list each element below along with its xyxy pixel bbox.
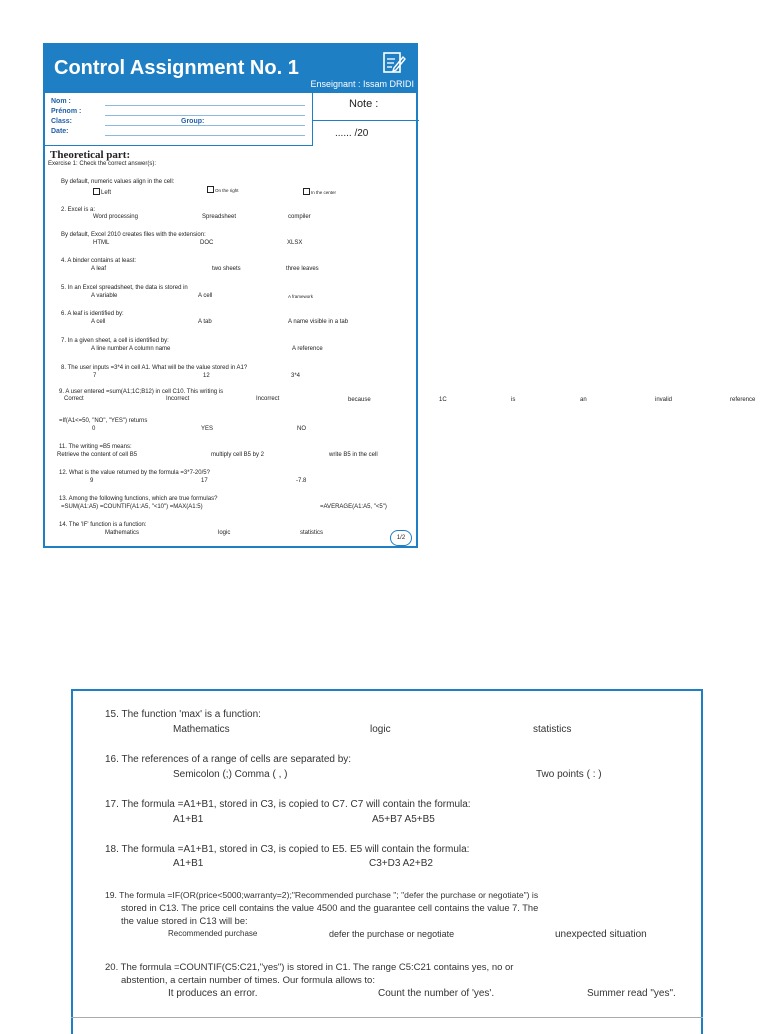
answer-3b[interactable]: DOC <box>200 240 214 246</box>
prenom-label: Prénom : <box>51 108 82 115</box>
answer-16a[interactable]: Semicolon (;) Comma ( , ) <box>173 769 288 780</box>
question-5: 5. In an Excel spreadsheet, the data is stored in <box>61 285 188 291</box>
answer-1a[interactable]: Left <box>93 188 111 196</box>
answer-8b[interactable]: 12 <box>203 373 210 379</box>
exercise-instruction: Exercise 1: Check the correct answer(s): <box>48 161 157 167</box>
question-4: 4. A binder contains at least: <box>61 258 137 264</box>
header-divider <box>45 145 312 146</box>
answer-12c[interactable]: -7.8 <box>296 478 307 484</box>
answer-2a[interactable]: Word processing <box>93 214 138 220</box>
question-19-line-3: the value stored in C13 will be: <box>121 916 248 926</box>
section-heading: Theoretical part: <box>50 149 131 161</box>
question-15: 15. The function 'max' is a function: <box>105 709 261 720</box>
answer-18b[interactable]: C3+D3 A2+B2 <box>369 858 433 869</box>
page-title: Control Assignment No. 1 <box>54 57 299 79</box>
question-9: 9. A user entered =sum(A1;1C;B12) in cell C10. This writing is <box>59 389 224 395</box>
answer-3c[interactable]: XLSX <box>287 240 303 246</box>
answer-20b[interactable]: Count the number of 'yes'. <box>378 988 495 999</box>
answer-19a[interactable]: Recommended purchase <box>168 929 258 938</box>
title-banner <box>45 45 416 93</box>
answer-9-word-invalid: invalid <box>655 397 673 403</box>
answer-11c[interactable]: write B5 in the cell <box>329 452 378 458</box>
answer-10a[interactable]: 0 <box>92 426 96 432</box>
answer-6a[interactable]: A cell <box>91 319 106 325</box>
answer-7a[interactable]: A line number A column name <box>91 346 171 352</box>
answer-14c[interactable]: statistics <box>300 530 324 536</box>
answer-17b[interactable]: A5+B7 A5+B5 <box>372 814 435 825</box>
answer-6c[interactable]: A name visible in a tab <box>288 319 349 325</box>
answer-10b[interactable]: YES <box>201 426 214 432</box>
note-divider <box>313 120 419 121</box>
question-8: 8. The user inputs =3*4 in cell A1. What will be the value stored in A1? <box>61 365 248 371</box>
answer-9b[interactable]: Incorrect <box>166 396 190 402</box>
question-12: 12. What is the value returned by the formula =3*7-20/5? <box>59 470 210 476</box>
answer-2b[interactable]: Spreadsheet <box>202 214 237 220</box>
question-19-line-2: stored in C13. The price cell contains the value 4500 and the guarantee cell contains the value 7. The <box>121 903 539 913</box>
answer-16c[interactable]: Two points ( : ) <box>536 769 602 780</box>
answer-11b[interactable]: multiply cell B5 by 2 <box>211 452 265 458</box>
answer-9-word-reference: reference <box>730 397 756 403</box>
question-14: 14. The 'IF' function is a function: <box>59 522 147 528</box>
answer-11a[interactable]: Retrieve the content of cell B5 <box>57 452 138 458</box>
answer-12b[interactable]: 17 <box>201 478 208 484</box>
answer-9c[interactable]: Incorrect <box>256 396 280 402</box>
note-label: Note : <box>349 98 379 110</box>
question-3: By default, Excel 2010 creates files with the extension: <box>61 232 206 238</box>
question-7: 7. In a given sheet, a cell is identified by: <box>61 338 169 344</box>
group-label: Group: <box>181 118 205 125</box>
answer-5a[interactable]: A variable <box>91 293 118 299</box>
answer-13a[interactable]: =SUM(A1:A5) =COUNTIF(A1:A5, "<10") =MAX(A1:5) <box>61 504 203 510</box>
question-17: 17. The formula =A1+B1, stored in C3, is copied to C7. C7 will contain the formula: <box>105 799 471 810</box>
question-10: =If(A1<=50, "NO", "YES") returns <box>59 418 148 424</box>
question-2: 2. Excel is a: <box>61 207 96 213</box>
question-20-line-1: 20. The formula =COUNTIF(C5:C21,"yes") is stored in C1. The range C5:C21 contains yes, no or <box>105 962 514 973</box>
answer-4b[interactable]: two sheets <box>212 266 241 272</box>
answer-15c[interactable]: statistics <box>533 724 572 735</box>
answer-1c[interactable]: In the center <box>303 188 336 195</box>
answer-8a[interactable]: 7 <box>93 373 97 379</box>
answer-14b[interactable]: logic <box>218 530 231 536</box>
edit-icon <box>381 50 407 74</box>
question-11: 11. The writing =B5 means: <box>59 444 132 450</box>
answer-1b[interactable]: On the right <box>207 186 239 193</box>
question-1: By default, numeric values align in the cell: <box>61 179 175 185</box>
note-score: ...... /20 <box>335 128 369 139</box>
answer-6b[interactable]: A tab <box>198 319 212 325</box>
answer-15b[interactable]: logic <box>370 724 391 735</box>
answer-17a[interactable]: A1+B1 <box>173 814 204 825</box>
checkbox-icon[interactable] <box>207 186 214 193</box>
answer-20a[interactable]: It produces an error. <box>168 988 258 999</box>
question-16: 16. The references of a range of cells are separated by: <box>105 754 352 765</box>
answer-19b[interactable]: defer the purchase or negotiate <box>329 929 455 939</box>
answer-15a[interactable]: Mathematics <box>173 724 230 735</box>
answer-9-word-is: is <box>511 397 516 403</box>
answer-2c[interactable]: compiler <box>288 214 311 220</box>
page-2-bottom-line <box>71 1017 703 1018</box>
answer-9-word-because: because <box>348 397 371 403</box>
page-number: 1/2 <box>390 530 412 546</box>
answer-8c[interactable]: 3*4 <box>291 373 301 379</box>
question-6: 6. A leaf is identified by: <box>61 311 124 317</box>
class-label: Class: <box>51 118 73 125</box>
answer-19c[interactable]: unexpected situation <box>555 929 647 940</box>
question-13: 13. Among the following functions, which are true formulas? <box>59 496 218 502</box>
checkbox-icon[interactable] <box>93 188 100 195</box>
question-20-line-2: abstention, a certain number of times. Our formula allows to: <box>121 975 375 986</box>
class-line[interactable] <box>105 125 305 126</box>
question-19-line-1: 19. The formula =IF(OR(price<5000;warranty=2);"Recommended purchase "; "defer the purchase or negotiate") is <box>105 890 539 900</box>
answer-9-word-1c: 1C <box>439 397 447 403</box>
answer-20c[interactable]: Summer read "yes". <box>587 988 676 999</box>
answer-4a[interactable]: A leaf <box>91 266 107 272</box>
answer-5b[interactable]: A cell <box>198 293 213 299</box>
question-18: 18. The formula =A1+B1, stored in C3, is copied to E5. E5 will contain the formula: <box>105 844 470 855</box>
answer-9-word-an: an <box>580 397 587 403</box>
answer-10c[interactable]: NO <box>297 426 306 432</box>
answer-5c[interactable]: A framework <box>288 294 314 299</box>
nom-line[interactable] <box>105 105 305 106</box>
answer-13c[interactable]: =AVERAGE(A1:A5, "<5") <box>320 504 387 510</box>
answer-18a[interactable]: A1+B1 <box>173 858 204 869</box>
date-label: Date: <box>51 128 69 135</box>
note-box <box>312 92 418 146</box>
answer-4c[interactable]: three leaves <box>286 266 319 272</box>
answer-3a[interactable]: HTML <box>93 240 110 246</box>
nom-label: Nom : <box>51 98 71 105</box>
answer-12a[interactable]: 9 <box>90 478 94 484</box>
prenom-line[interactable] <box>105 115 305 116</box>
answer-9a[interactable]: Correct <box>64 396 84 402</box>
answer-7c[interactable]: A reference <box>292 346 323 352</box>
teacher-name: Enseignant : Issam DRIDI <box>310 79 414 89</box>
answer-14a[interactable]: Mathematics <box>105 530 140 536</box>
worksheet-page-2 <box>71 689 703 1034</box>
date-line[interactable] <box>105 135 305 136</box>
checkbox-icon[interactable] <box>303 188 310 195</box>
